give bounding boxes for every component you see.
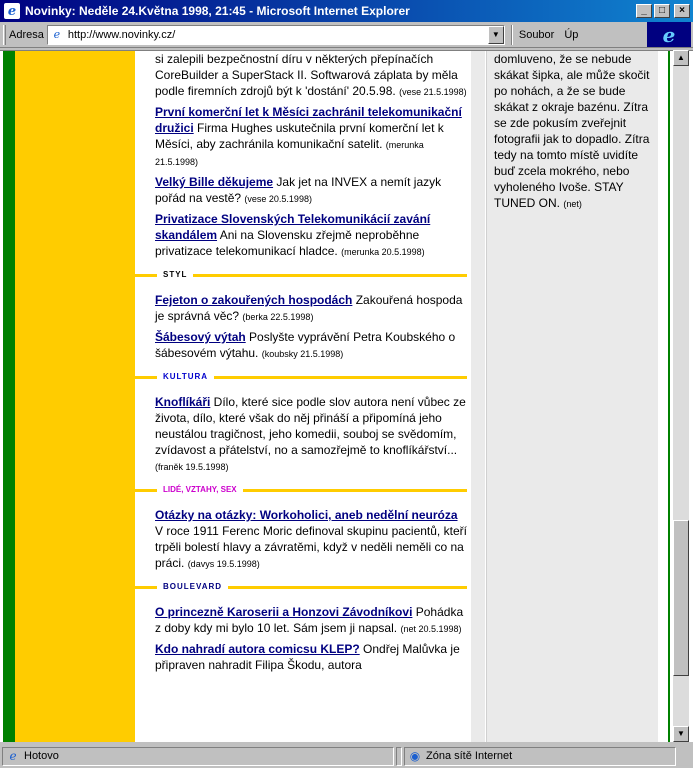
news-headline-link[interactable]: Kdo nahradí autora comicsu KLEP?: [155, 642, 360, 656]
rubric-lide-vztahy-sex: [135, 483, 467, 495]
green-column-left: [3, 51, 15, 742]
news-item: [155, 394, 467, 475]
toolbar-grip[interactable]: [3, 25, 6, 45]
news-headline-link[interactable]: Privatizace Slovenských Telekomunikácií zavání skandálem: [155, 212, 431, 242]
news-headline-link[interactable]: Otázky na otázky: Workoholici, aneb nedělní neuróza: [155, 508, 458, 522]
globe-icon: ◉: [409, 749, 421, 763]
address-url[interactable]: http://www.novinky.cz/: [67, 28, 176, 41]
address-toolbar: [0, 22, 693, 48]
news-item: [155, 641, 467, 674]
rubric-label: KULTURA: [157, 370, 214, 384]
address-label: Adresa: [9, 28, 44, 41]
news-item: [155, 104, 467, 170]
address-input[interactable]: [47, 25, 505, 45]
news-text: Pohádka z doby kdy mi bylo 10 let. Sám jsem ji napsal.: [155, 605, 464, 635]
maximize-button[interactable]: □: [654, 4, 670, 18]
menu-upravy[interactable]: Úp: [564, 28, 579, 41]
rubric-label: STYL: [157, 268, 193, 282]
page-viewport: [0, 50, 693, 742]
green-column-right: [668, 51, 670, 742]
news-credit: (koubsky 21.5.1998): [261, 349, 344, 359]
rubric-boulevard: [135, 580, 467, 592]
news-text: Poslyšte vyprávění Petra Koubského o šábesovém výtahu.: [155, 330, 456, 360]
news-credit: (vese 21.5.1998): [399, 87, 467, 97]
rubric-kultura: [135, 370, 467, 382]
ie-page-icon: e: [53, 27, 61, 41]
news-headline-link[interactable]: O princezně Karoserii a Honzovi Závodníkovi: [155, 605, 413, 619]
scroll-up-button[interactable]: ▲: [673, 50, 689, 66]
news-text: Jak jet na INVEX a nemít jazyk pořád na vestě?: [155, 175, 442, 205]
news-headline-link[interactable]: Velký Bille děkujeme: [155, 175, 274, 189]
status-pane-empty: [396, 747, 402, 766]
window-title: Novinky: Neděle 24.Května 1998, 21:45 - Microsoft Internet Explorer: [25, 4, 410, 18]
news-text: Zakouřená hospoda je správná věc?: [155, 293, 463, 323]
right-margin: [658, 51, 668, 742]
right-text-body: domluveno, že se nebude skákat šipka, ale může skočit po nohách, a že se bude skákat z okraje bazénu. Zítra se zde pokusím zveřejnit fotografii jak to dopadlo. Zítra tedy na tomto místě uvidíte buď zcela mokrého, nebo vyholeného Ivoše. STAY TUNED ON.: [494, 52, 650, 210]
news-item: [155, 604, 467, 637]
minimize-button[interactable]: _: [636, 4, 652, 18]
close-button[interactable]: ×: [674, 4, 690, 18]
news-item: [155, 211, 467, 260]
vertical-scrollbar[interactable]: [673, 50, 689, 742]
news-headline-link[interactable]: Fejeton o zakouřených hospodách: [155, 293, 353, 307]
news-text: Firma Hughes uskutečnila první komerční let k Měsíci, aby zachránila komunikační satelit.: [155, 121, 444, 151]
news-item: [155, 292, 467, 325]
ie-throbber-logo: e: [647, 22, 691, 47]
ie-page-icon: e: [9, 749, 17, 763]
zone-text: Zóna sítě Internet: [426, 750, 513, 762]
news-credit: (vese 20.5.1998): [244, 194, 312, 204]
right-column-text: [494, 51, 654, 212]
news-text: Ondřej Malůvka je připraven nahradit Filipa Škodu, autora: [155, 642, 460, 672]
scroll-down-button[interactable]: ▼: [673, 726, 689, 742]
yellow-column: [15, 51, 135, 742]
news-credit: (net 20.5.1998): [400, 624, 462, 634]
news-text: Ani na Slovensku zřejmě neproběhne privatizace telekomunikací hladce.: [155, 228, 420, 258]
ie-page-icon: e: [4, 3, 20, 19]
menu-soubor[interactable]: Soubor: [518, 28, 555, 41]
news-item: [155, 51, 467, 100]
status-text: Hotovo: [24, 750, 59, 762]
status-pane-main: [2, 747, 394, 766]
rubric-label: BOULEVARD: [157, 580, 228, 594]
news-credit: (berka 22.5.1998): [242, 312, 314, 322]
status-bar: [0, 744, 693, 768]
status-pane-zone: [404, 747, 676, 766]
news-text: si zalepili bezpečnostní díru v některých přepínačích CoreBuilder a SuperStack II. Softwarová záplata by měla podle firemních zdrojů být k 'dostání' 20.5.98.: [155, 52, 458, 98]
news-credit: (davys 19.5.1998): [187, 559, 260, 569]
news-headline-link[interactable]: První komerční let k Měsíci zachránil telekomunikační družici: [155, 105, 462, 135]
address-dropdown-button[interactable]: ▼: [488, 26, 504, 44]
news-credit: (franěk 19.5.1998): [155, 462, 229, 472]
news-credit: (merunka 20.5.1998): [341, 247, 425, 257]
rubric-styl: [135, 268, 467, 280]
right-text-credit: (net): [563, 199, 582, 209]
news-item: [155, 329, 467, 362]
news-item: [155, 507, 467, 572]
news-item: [155, 174, 467, 207]
news-text: V roce 1911 Ferenc Moric definoval skupinu pacientů, kteří trpěli bolestí hlavy a závratěmi, když v neděli neměli co na práci.: [155, 524, 467, 570]
news-headline-link[interactable]: Knoflíkáři: [155, 395, 211, 409]
news-text: Dílo, které sice podle slov autora není vůbec ze života, dílo, které však do něj přináší a připomíná jeho neustálou tragičnost, jeho komedii, souboj se svědomím, zvídavost a přátelství, no a samozřejmě to knoflíkářství...: [155, 395, 466, 457]
news-credit: (merunka 21.5.1998): [155, 140, 424, 167]
news-list: [155, 51, 467, 678]
rubric-label: LIDÉ, VZTAHY, SEX: [157, 483, 243, 497]
toolbar-separator: [511, 25, 513, 45]
news-headline-link[interactable]: Šábesový výtah: [155, 330, 246, 344]
scroll-thumb[interactable]: [673, 520, 689, 676]
panel-divider: [471, 51, 485, 742]
title-bar: [0, 0, 693, 22]
